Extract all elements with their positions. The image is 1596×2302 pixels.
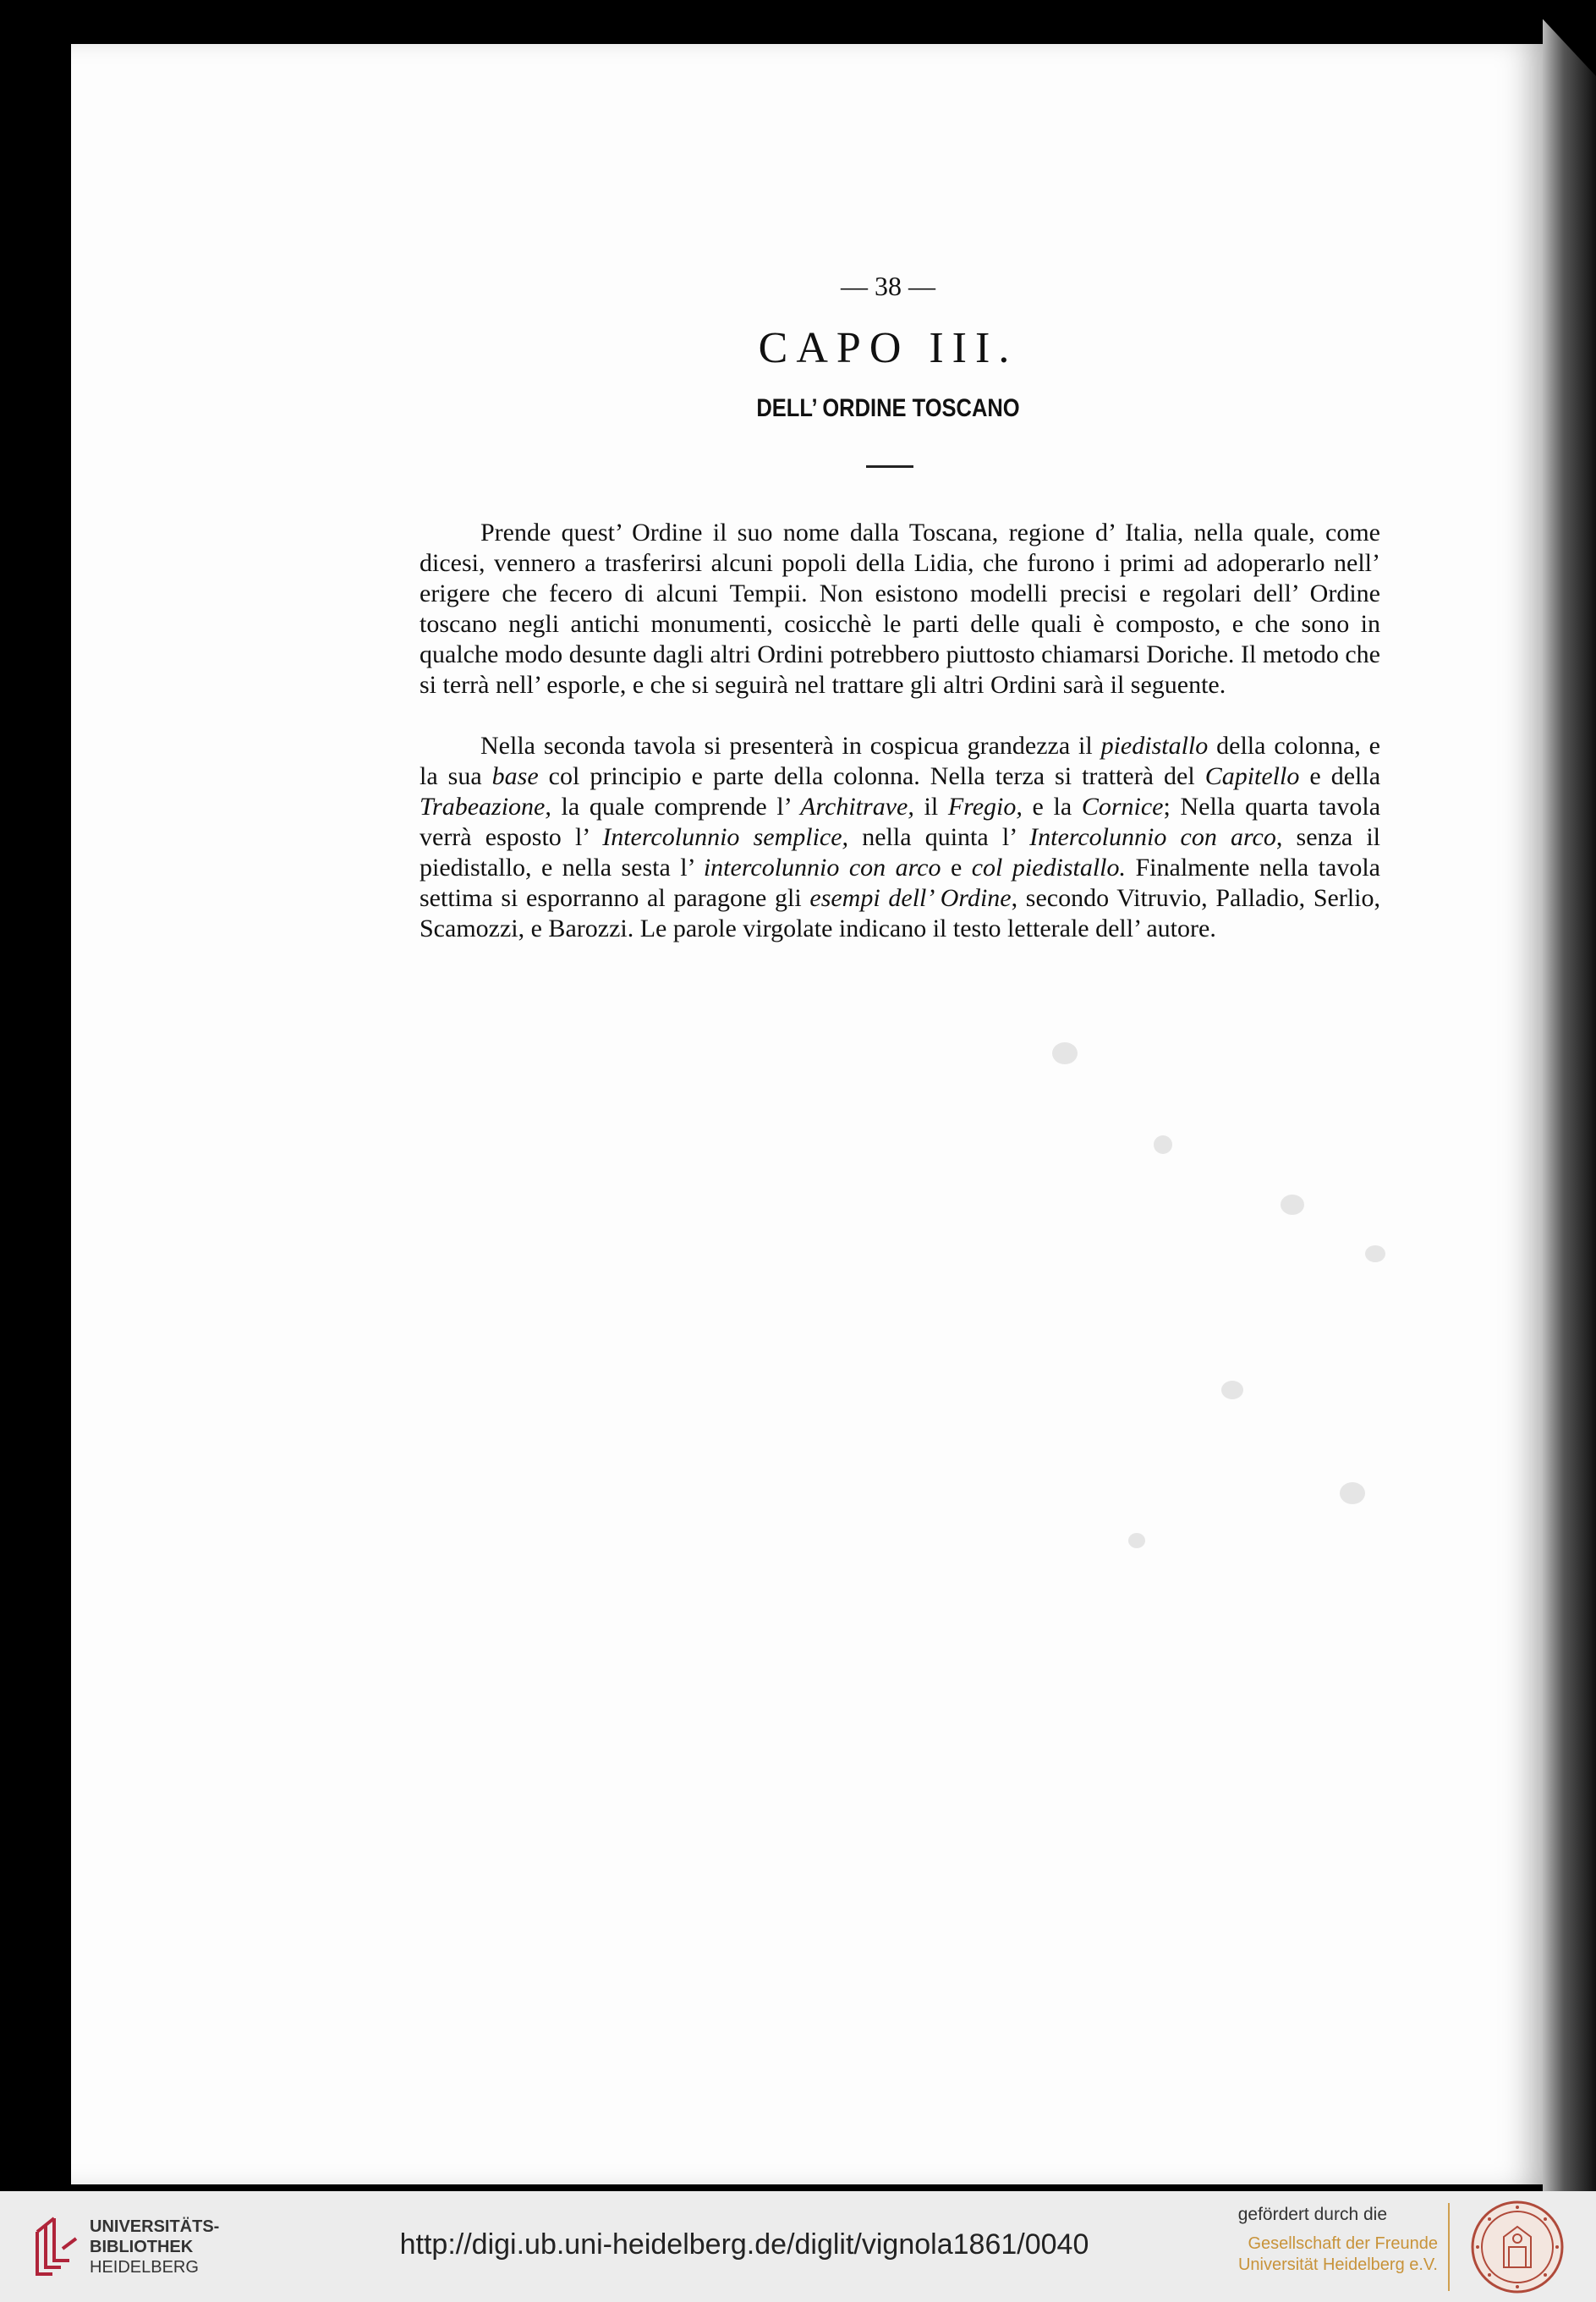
library-name-line: HEIDELBERG <box>90 2258 199 2277</box>
text-run: e della <box>1299 762 1381 790</box>
text-run: ; Nella quarta tavola verrà esposto l’ <box>420 793 1381 851</box>
university-seal-icon[interactable] <box>1470 2200 1565 2294</box>
italic-term: col piedistallo. <box>971 854 1127 882</box>
chapter-title: CAPO III. <box>758 324 1018 372</box>
library-name-line: BIBLIOTHEK <box>90 2238 194 2256</box>
text-run: la quale comprende l’ <box>551 793 801 821</box>
sponsor-name-line-1: Gesellschaft der Freunde <box>1248 2234 1438 2253</box>
paragraph-1: Prende quest’ Ordine il suo nome dalla Toscana, regione d’ Italia, nella quale, come dicesi, vennero a trasferirsi alcuni popoli della Lidia, che furono i primi ad adoperarlo nell’ erigere che fecero di alcuni Tempii. Non esistono modelli precisi e regolari dell’ Ordine toscano negli antichi monumenti, cosicchè le parti delle quali è composto, e che sono in qualche modo desunte dagli altri Ordini potrebbero piuttosto chiamarsi Doriche. Il metodo che si terrà nell’ esporle, e che si seguirà nel trattare gli altri Ordini sarà il seguente. <box>420 519 1380 699</box>
ub-heidelberg-logo-icon[interactable] <box>34 2215 80 2277</box>
text-run: nella quinta l’ <box>848 823 1030 851</box>
body-text <box>420 518 1380 975</box>
foxing-spot <box>1154 1135 1172 1154</box>
text-run: e <box>941 854 972 882</box>
page-number: — 38 — <box>841 271 935 301</box>
foxing-spot <box>1128 1533 1145 1548</box>
sponsor-label: gefördert durch die <box>1237 2205 1387 2224</box>
library-name-line: UNIVERSITÄTS- <box>90 2217 220 2236</box>
italic-term: Trabeazione, <box>420 793 551 821</box>
italic-term: Intercolunnio semplice, <box>602 823 849 851</box>
italic-term: Capitello <box>1204 762 1300 790</box>
title-rule <box>866 465 913 468</box>
library-name <box>90 2217 219 2277</box>
sponsor-block <box>1235 2205 1438 2276</box>
paragraph-2 <box>420 731 1380 944</box>
text-run: Finalmente nella tavola settima si esporranno al paragone gli <box>420 854 1380 912</box>
sponsor-name-line-2: Universität Heidelberg e.V. <box>1237 2255 1438 2274</box>
foxing-spot <box>1281 1195 1304 1215</box>
italic-term: piedistallo <box>1100 732 1209 760</box>
foxing-spot <box>1340 1482 1365 1504</box>
italic-term: Cornice <box>1081 793 1164 821</box>
text-run: e la <box>1022 793 1082 821</box>
italic-term: Fregio, <box>947 793 1023 821</box>
permalink-url[interactable]: http://digi.ub.uni-heidelberg.de/diglit/vignola1861/0040 <box>399 2228 1089 2261</box>
foxing-spot <box>1052 1042 1078 1064</box>
italic-term: base <box>491 762 539 790</box>
text-run: Nella seconda tavola si presenterà in cospicua grandezza il <box>480 732 1101 760</box>
text-run: , secondo Vitruvio, Palladio, Serlio, Scamozzi, e Barozzi. Le parole virgolate indicano il testo letterale dell’ autore. <box>420 884 1380 942</box>
text-run: della colonna, e la sua <box>420 732 1380 790</box>
text-run: col principio e parte della colonna. Nella terza si tratterà del <box>538 762 1205 790</box>
footer-bar <box>0 2191 1596 2302</box>
sponsor-divider <box>1448 2203 1450 2291</box>
book-page-edge <box>1543 0 1596 2191</box>
text-run: il <box>913 793 948 821</box>
foxing-spot <box>1365 1245 1385 1262</box>
chapter-subtitle: DELL’ ORDINE TOSCANO <box>756 394 1020 422</box>
text-run: , senza il piedistallo, e nella sesta l’ <box>420 823 1381 882</box>
italic-term: esempi dell’ Ordine <box>809 884 1012 912</box>
italic-term: Intercolunnio con arco <box>1029 823 1276 851</box>
italic-term: intercolunnio con arco <box>703 854 941 882</box>
italic-term: Architrave, <box>800 793 914 821</box>
foxing-spot <box>1221 1381 1243 1399</box>
